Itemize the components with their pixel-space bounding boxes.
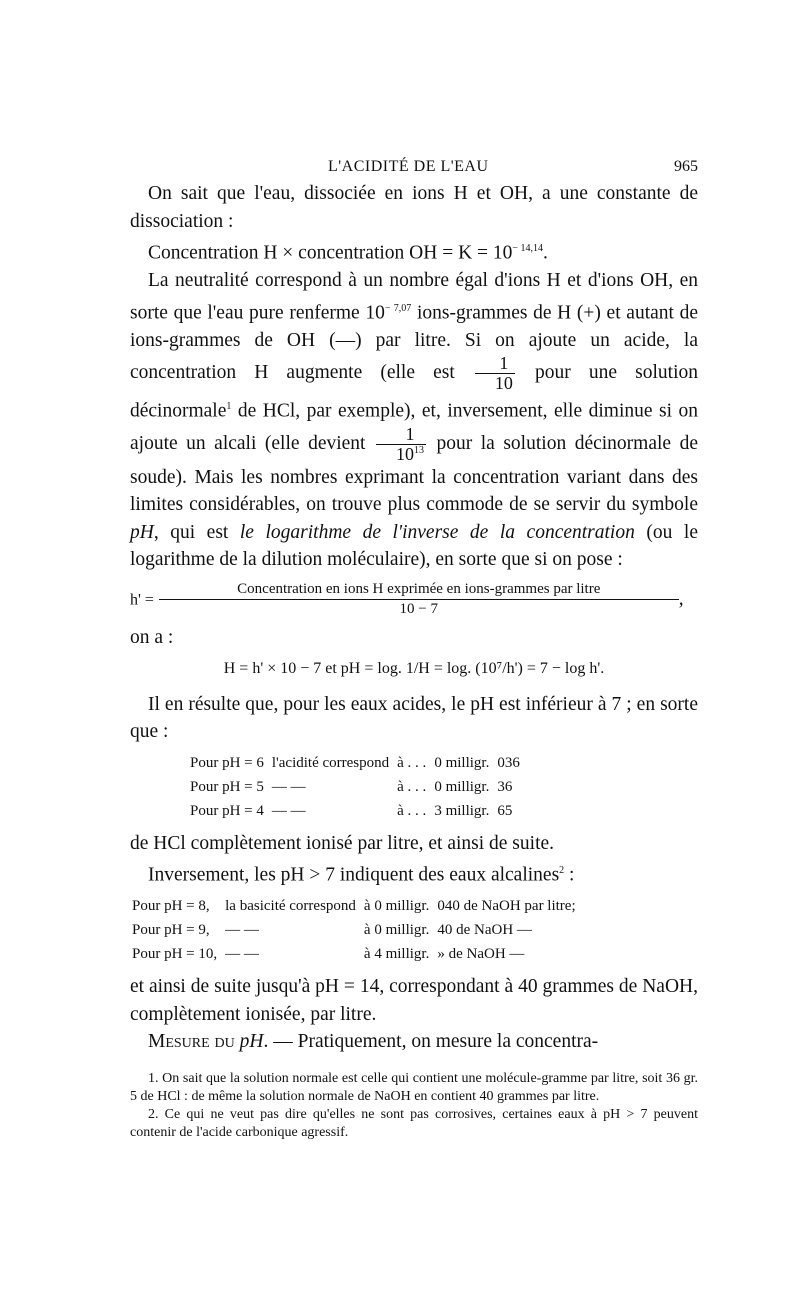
paragraph-1: On sait que l'eau, dissociée en ions H et OH, a une constante de dissociation : <box>130 183 698 232</box>
table-row: Pour pH = 10, — — à 4 milligr. » de NaOH — <box>132 946 525 963</box>
running-header <box>130 150 698 180</box>
footnotes <box>130 1070 698 1142</box>
paragraph-4: Il en résulte que, pour les eaux acides, le pH est inférieur à 7 ; en sorte que : <box>130 693 698 743</box>
paragraph-2: Concentration H × concentration OH = $K = 10^{- 14,14}$. <box>148 242 548 264</box>
footnote-ref-2: 2 <box>559 865 565 877</box>
table-row: Pour pH = 9, — — à 0 milligr. 40 de NaOH — <box>132 922 532 939</box>
table-row: Pour pH = 5 — — à . . . 0 milligr. 36 <box>190 778 513 795</box>
paragraph-3: La neutralité correspond à un nombre égal d'ions H et d'ions OH, en sorte que l'eau pure renferme $10^{- 7,07}$ ions-grammes de H (+) et autant de ions-grammes de OH (—) par litre. Si on ajoute un acide, la concentration H augmente (elle est $\frac{1}{10}$ pour une solution décinormale$^1$ de HCl, par exemple), et, inversement, elle diminue si on ajoute un alcali (elle devient $\frac{1}{10^{13}}$ pour la solution décinormale de soude). Mais les nombres exprimant la concentration variant dans des limites considérables, on trouve plus commode de se servir du symbole pH, qui est le logarithme de l'inverse de la concentration (ou le logarithme de la dilution moléculaire), en sorte que si on pose : <box>130 270 699 571</box>
fraction-one-tenth: $\frac{1}{10}$ <box>475 354 515 393</box>
paragraph-7: et ainsi de suite jusqu'à pH = 14, correspondant à 40 grammes de NaOH, complètement ionisée, par litre. <box>130 976 698 1025</box>
running-title: L'ACIDITÉ DE L'EAU <box>328 158 489 175</box>
page-number: 965 <box>674 158 698 175</box>
table-row: Pour pH = 8, la basicité correspond à 0 milligr. 040 de NaOH par litre; <box>132 898 576 915</box>
paragraph-6: Inversement, les pH > 7 indiquent des eaux alcalines$^2$ : <box>148 864 575 886</box>
paragraph-8: Mesure du pH. — Pratiquement, on mesure la concentra- <box>148 1031 599 1053</box>
footnote-2: 2. Ce qui ne veut pas dire qu'elles ne sont pas corrosives, certaines eaux à pH > 7 peuvent contenir de l'acide carbonique agressif. <box>130 1106 698 1140</box>
acid-table <box>188 750 528 824</box>
table-row: Pour pH = 4 — — à . . . 3 milligr. 65 <box>190 802 513 819</box>
footnote-ref-1: 1 <box>226 400 232 412</box>
alkaline-table <box>130 893 584 967</box>
formula-ph: H = h' × 10 − 7 et pH = log. 1/H = log. (10⁷/h') = 7 − log h'. <box>223 660 605 678</box>
formula-h-prime: h' = $\frac{\text{Concentration en ions H exprimée en ions-grammes par litre}}{10 - 7}$ , <box>130 580 684 618</box>
on-a-label: on a : <box>130 626 174 648</box>
table-row: Pour pH = 6 l'acidité correspond à . . . 0 milligr. 036 <box>190 754 520 771</box>
fraction-1-over-10e13: $\frac{1}{10^{13}}$ <box>376 425 426 464</box>
footnote-1: 1. On sait que la solution normale est celle qui contient une molécule-gramme par litre, soit 36 gr. 5 de HCl : de même la solution normale de NaOH en contient 40 grammes par litre. <box>130 1070 698 1104</box>
page <box>130 150 698 1142</box>
paragraph-5: de HCl complètement ionisé par litre, et ainsi de suite. <box>130 832 555 854</box>
